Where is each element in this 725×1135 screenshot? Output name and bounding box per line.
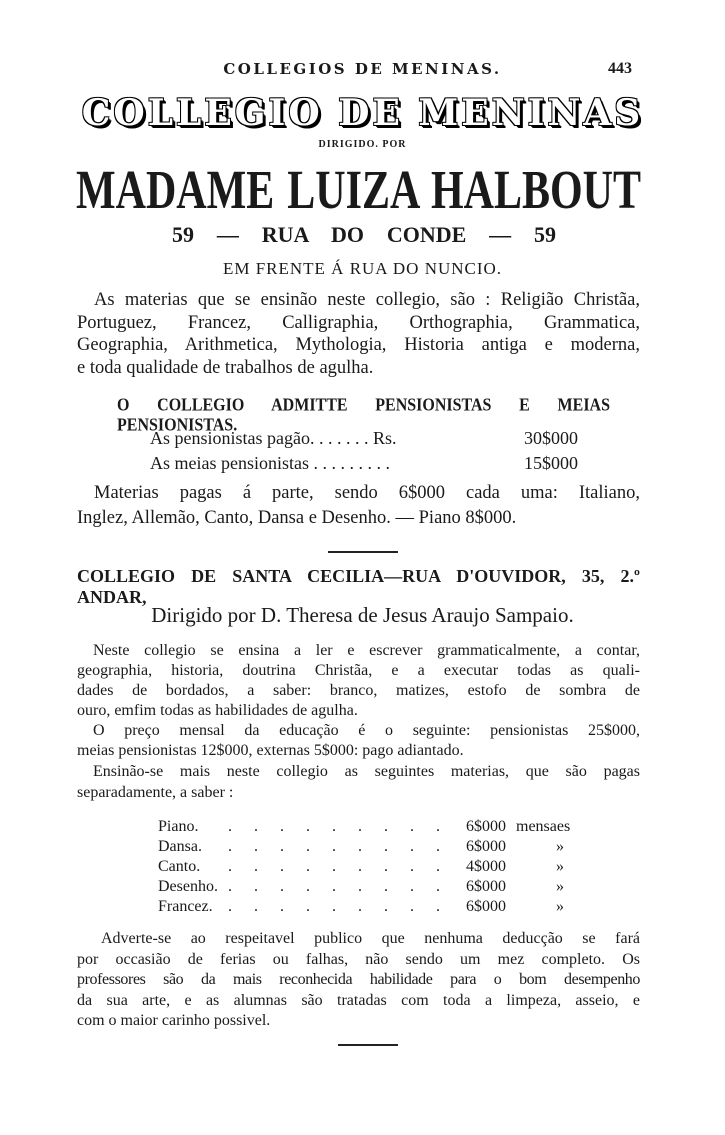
ad2-body-line: separadamente, a saber : bbox=[77, 784, 234, 801]
fee-price: 6$000 bbox=[466, 838, 506, 855]
ad2-body-line: ouro, emfim todas as habilidades de agulha. bbox=[77, 702, 358, 719]
ad2-notice-line: por occasião de ferias ou falhas, não sendo um mez completo. Os bbox=[77, 951, 640, 968]
fee-subject: Canto. bbox=[158, 858, 201, 875]
ad1-subjects-line: Portuguez, Francez, Calligraphia, Orthographia, Grammatica, bbox=[77, 313, 640, 333]
running-head: COLLEGIOS DE MENINAS. bbox=[223, 60, 502, 78]
ad1-subjects-line: Geographia, Arithmetica, Mythologia, Historia antiga e moderna, bbox=[77, 335, 640, 355]
fee-subject: Francez. bbox=[158, 898, 213, 915]
fee-price: 6$000 bbox=[466, 898, 506, 915]
fee-row bbox=[158, 838, 608, 858]
leader-dots: . . . . . . . . . bbox=[228, 838, 449, 855]
ad2-body-line: Neste collegio se ensina a ler e escrever grammaticalmente, a contar, bbox=[93, 642, 640, 659]
ad1-admits: O COLLEGIO ADMITTE PENSIONISTAS E MEIAS PENSIONISTAS. bbox=[117, 396, 610, 435]
fee-row bbox=[158, 898, 608, 918]
ad1-price-row bbox=[150, 453, 578, 474]
fee-unit: » bbox=[556, 838, 564, 855]
ad2-directed-by: Dirigido por D. Theresa de Jesus Araujo Sampaio. bbox=[151, 603, 574, 627]
fee-unit: » bbox=[556, 898, 564, 915]
fee-row bbox=[158, 858, 608, 878]
section-divider bbox=[328, 551, 398, 553]
fee-row bbox=[158, 878, 608, 898]
ad1-subjects-line: As materias que se ensinão neste collegio, são : Religião Christãa, bbox=[94, 290, 640, 310]
price-label: As pensionistas pagão. . . . . . . Rs. bbox=[150, 428, 397, 448]
ad2-body-line: geographia, historia, doutrina Christãa, e a executar todas as quali- bbox=[77, 662, 640, 679]
ad1-extras-line: Materias pagas á parte, sendo 6$000 cada uma: Italiano, bbox=[94, 483, 640, 503]
page-number: 443 bbox=[608, 60, 632, 77]
fee-unit: » bbox=[556, 858, 564, 875]
section-divider bbox=[338, 1044, 398, 1046]
leader-dots: . . . . . . . . . bbox=[228, 818, 449, 835]
ad2-notice-line: Adverte-se ao respeitavel publico que nenhuma deducção se fará bbox=[101, 930, 640, 947]
fee-unit: » bbox=[556, 878, 564, 895]
ad2-body-line: Ensinão-se mais neste collegio as seguintes materias, que são pagas bbox=[93, 763, 640, 780]
fee-price: 6$000 bbox=[466, 878, 506, 895]
fee-subject: Piano. bbox=[158, 818, 199, 835]
leader-dots: . . . . . . . . . bbox=[228, 898, 449, 915]
ad2-body-line: dades de bordados, a saber: branco, matizes, estofo de sombra de bbox=[77, 682, 640, 699]
ad1-directed-by: DIRIGIDO. POR bbox=[318, 139, 407, 150]
ad1-subjects-line: e toda qualidade de trabalhos de agulha. bbox=[77, 358, 374, 378]
price-label: As meias pensionistas . . . . . . . . . bbox=[150, 453, 390, 473]
ad1-location: EM FRENTE Á RUA DO NUNCIO. bbox=[222, 259, 503, 278]
leader-dots: . . . . . . . . . bbox=[228, 858, 449, 875]
ad2-heading: COLLEGIO DE SANTA CECILIA—RUA D'OUVIDOR, 35, 2.º ANDAR, bbox=[77, 566, 640, 607]
fee-subject: Dansa. bbox=[158, 838, 202, 855]
ad2-body-line: O preço mensal da educação é o seguinte: pensionistas 25$000, bbox=[93, 722, 640, 739]
ad2-notice-line: com o maior carinho possivel. bbox=[77, 1012, 271, 1029]
fee-subject: Desenho. bbox=[158, 878, 218, 895]
fee-row bbox=[158, 818, 608, 838]
ad2-notice-line: professores são da mais reconhecida habilidade para o bom desempenho bbox=[77, 971, 640, 988]
ad1-name: MADAME LUIZA HALBOUT bbox=[76, 161, 641, 222]
ad2-body-line: meias pensionistas 12$000, externas 5$000: pago adiantado. bbox=[77, 742, 464, 759]
fee-price: 4$000 bbox=[466, 858, 506, 875]
ad1-title: COLLEGIO DE MENINAS bbox=[81, 92, 644, 134]
fee-price: 6$000 bbox=[466, 818, 506, 835]
ad2-notice-line: da sua arte, e as alumnas são tratadas com toda a limpeza, asseio, e bbox=[77, 992, 640, 1009]
fee-unit: mensaes bbox=[516, 818, 571, 835]
ad1-address: 59 — RUA DO CONDE — 59 bbox=[172, 222, 556, 247]
ad1-extras-line: Inglez, Allemão, Canto, Dansa e Desenho. — Piano 8$000. bbox=[77, 508, 517, 528]
leader-dots: . . . . . . . . . bbox=[228, 878, 449, 895]
price-value: 15$000 bbox=[524, 453, 578, 473]
ad1-price-row bbox=[150, 428, 578, 449]
price-value: 30$000 bbox=[524, 428, 578, 448]
